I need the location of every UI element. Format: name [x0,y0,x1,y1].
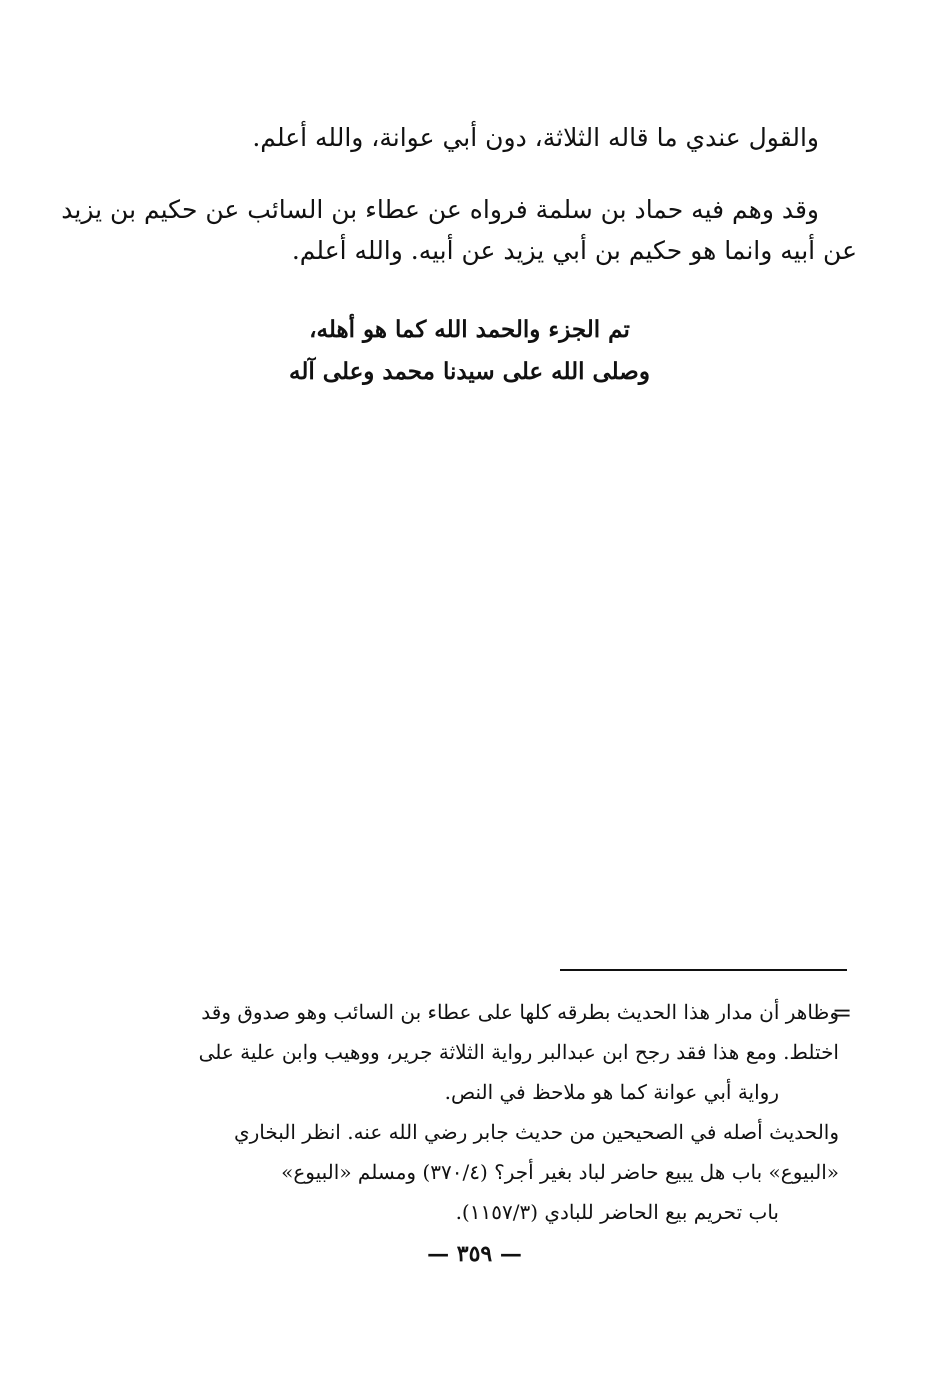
page-number: — ٣٥٩ — [427,1241,522,1267]
footnote-line-3: رواية أبي عوانة كما هو ملاحظ في النص. [444,1080,779,1104]
main-text-line-1: والقول عندي ما قاله الثلاثة، دون أبي عوانة، والله أعلم. [252,123,819,152]
footnote-line-2: اختلط. ومع هذا فقد رجح ابن عبدالبر رواية الثلاثة جرير، ووهيب وابن علية على [198,1040,839,1064]
footnote-line-5: «البيوع» باب هل يبيع حاضر لباد بغير أجر؟ (٣٧٠/٤) ومسلم «البيوع» [281,1160,839,1184]
footnote-line-6: باب تحريم بيع الحاضر للبادي (١١٥٧/٣). [455,1200,779,1224]
closing-line-2: وصلى الله على سيدنا محمد وعلى آله [289,358,650,385]
main-text-line-3: عن أبيه وانما هو حكيم بن أبي يزيد عن أبيه. والله أعلم. [291,236,857,265]
main-text-line-2: وقد وهم فيه حماد بن سلمة فرواه عن عطاء بن السائب عن حكيم بن يزيد [61,195,819,224]
footnote-line-1: وظاهر أن مدار هذا الحديث بطرقه كلها على عطاء بن السائب وهو صدوق وقد [201,1000,839,1024]
closing-line-1: تم الجزء والحمد الله كما هو أهله، [309,316,630,343]
footnote-separator [560,969,847,971]
footnote-continuation-marker: = [832,999,853,1027]
footnote-line-4: والحديث أصله في الصحيحين من حديث جابر رضي الله عنه. انظر البخاري [233,1120,839,1144]
